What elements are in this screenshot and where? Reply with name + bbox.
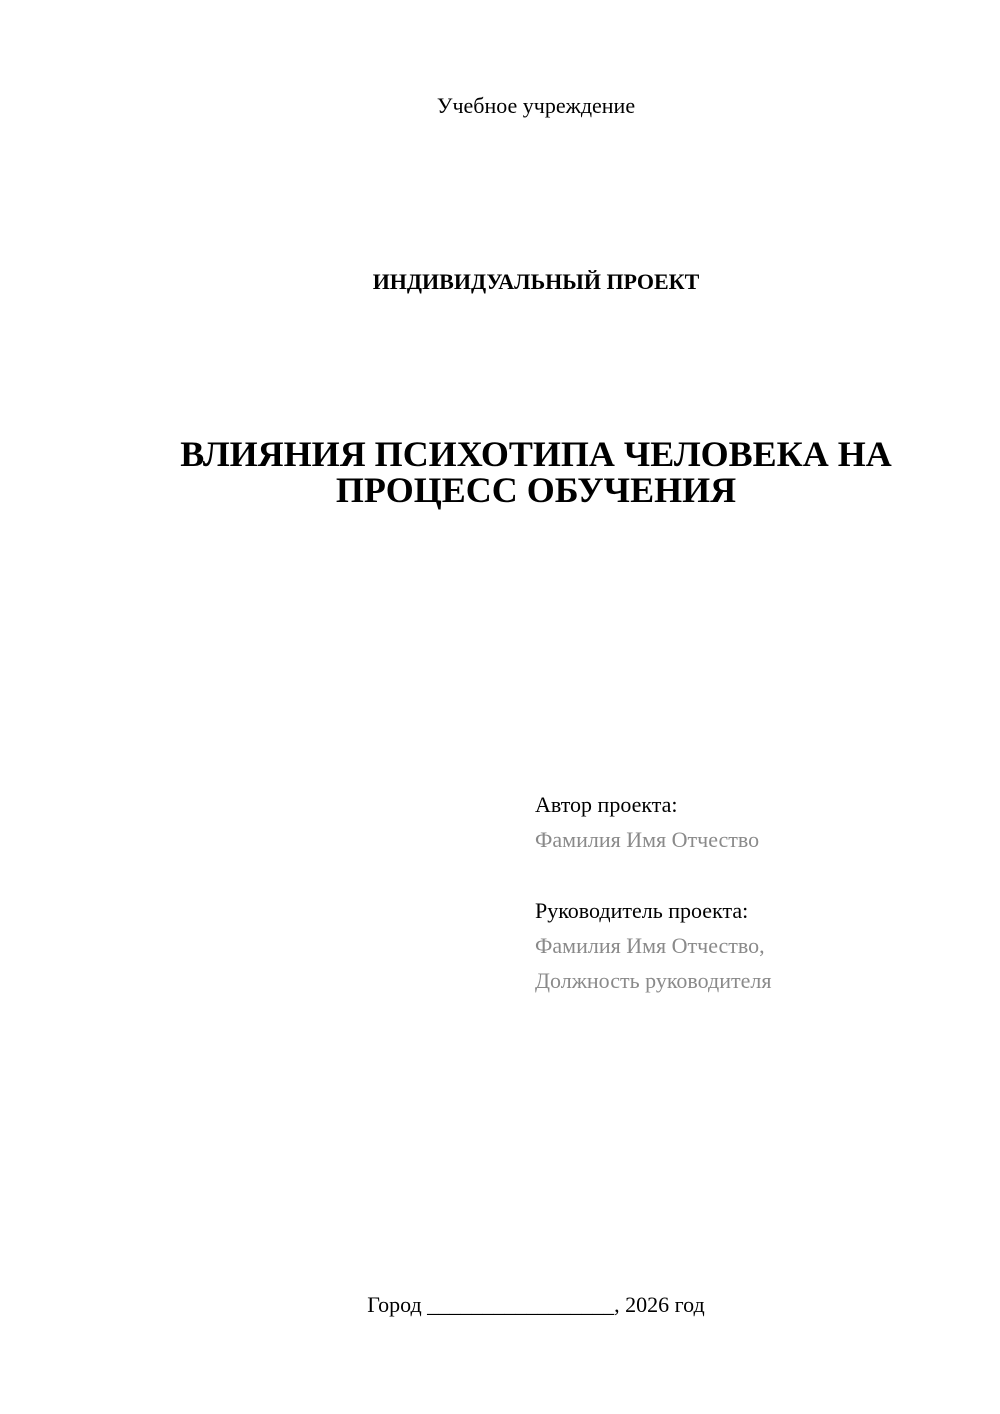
supervisor-block (535, 893, 975, 998)
project-title-line-1: ВЛИЯНИЯ ПСИХОТИПА ЧЕЛОВЕКА НА (180, 434, 892, 474)
project-title (120, 436, 952, 508)
project-title-line-2: ПРОЦЕСС ОБУЧЕНИЯ (335, 470, 737, 510)
document-type: ИНДИВИДУАЛЬНЫЙ ПРОЕКТ (372, 269, 700, 294)
supervisor-label: Руководитель проекта: (535, 898, 749, 923)
author-label: Автор проекта: (535, 792, 678, 817)
institution-name: Учебное учреждение (436, 93, 636, 118)
supervisor-name-placeholder: Фамилия Имя Отчество, (535, 933, 765, 958)
city-year-line: Город _________________, 2026 год (367, 1292, 705, 1317)
author-name-placeholder: Фамилия Имя Отчество (535, 827, 760, 852)
supervisor-position-placeholder: Должность руководителя (535, 968, 772, 993)
author-block (535, 787, 975, 857)
